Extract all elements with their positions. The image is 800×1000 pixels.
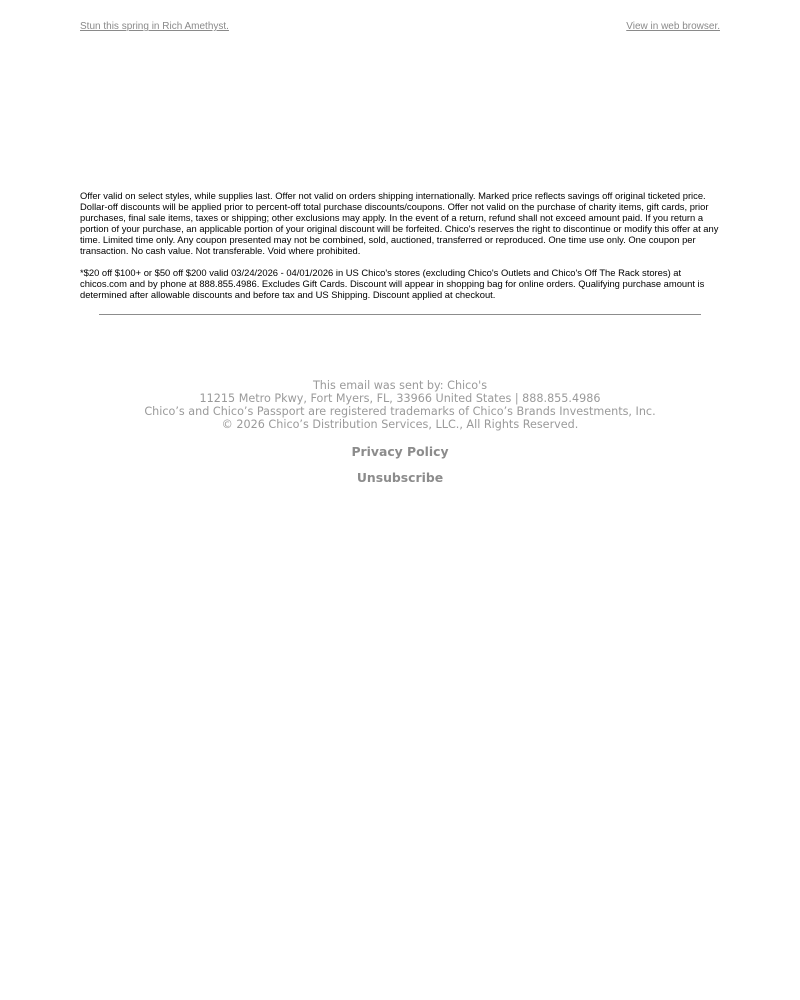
legal-paragraph-offer-terms: Offer valid on select styles, while supplies last. Offer not valid on orders shipping internationally. Marked price reflects savings off original ticketed price. Dollar-off discounts will be applied prior to percent-off total purchase discounts/coupons. Offer not valid on the purchase of charity items, gift cards, prior purchases, final sale items, taxes or shipping; other exclusions may apply. In the event of a return, refund shall not exceed amount paid. If you return a portion of your purchase, an applicable portion of your original discount will be forfeited. Chico's reserves the right to discontinue or modify this offer at any time. Limited time only. Any coupon presented may not be combined, sold, auctioned, transferred or reproduced. One time use only. One coupon per transaction. No cash value. Not transferable. Void where prohibited. (80, 190, 719, 256)
unsubscribe-link[interactable]: Unsubscribe (356, 470, 444, 485)
footer-divider (99, 314, 701, 315)
company-address: 11215 Metro Pkwy, Fort Myers, FL, 33966 United States | 888.855.4986 (199, 392, 601, 405)
view-in-browser-link[interactable]: View in web browser. (626, 21, 720, 32)
email-footer (0, 379, 800, 484)
preheader-promo-link[interactable]: Stun this spring in Rich Amethyst. (80, 21, 229, 32)
preheader (80, 20, 720, 34)
legal-disclaimer (80, 190, 720, 300)
legal-paragraph-discount-details: *$20 off $100+ or $50 off $200 valid 03/24/2026 - 04/01/2026 in US Chico's stores (excluding Chico's Outlets and Chico's Off The Rack stores) at chicos.com and by phone at 888.855.4986. Excludes Gift Cards. Discount will appear in shopping bag for online orders. Qualifying purchase amount is determined after allowable discounts and before tax and US Shipping. Discount applied at checkout. (80, 267, 705, 300)
trademark-notice: Chico’s and Chico’s Passport are registered trademarks of Chico’s Brands Investments, Inc. (144, 405, 656, 418)
privacy-policy-link[interactable]: Privacy Policy (351, 444, 449, 459)
sent-by-text: This email was sent by: Chico's (312, 379, 488, 392)
copyright-notice: © 2026 Chico’s Distribution Services, LLC., All Rights Reserved. (221, 418, 579, 431)
